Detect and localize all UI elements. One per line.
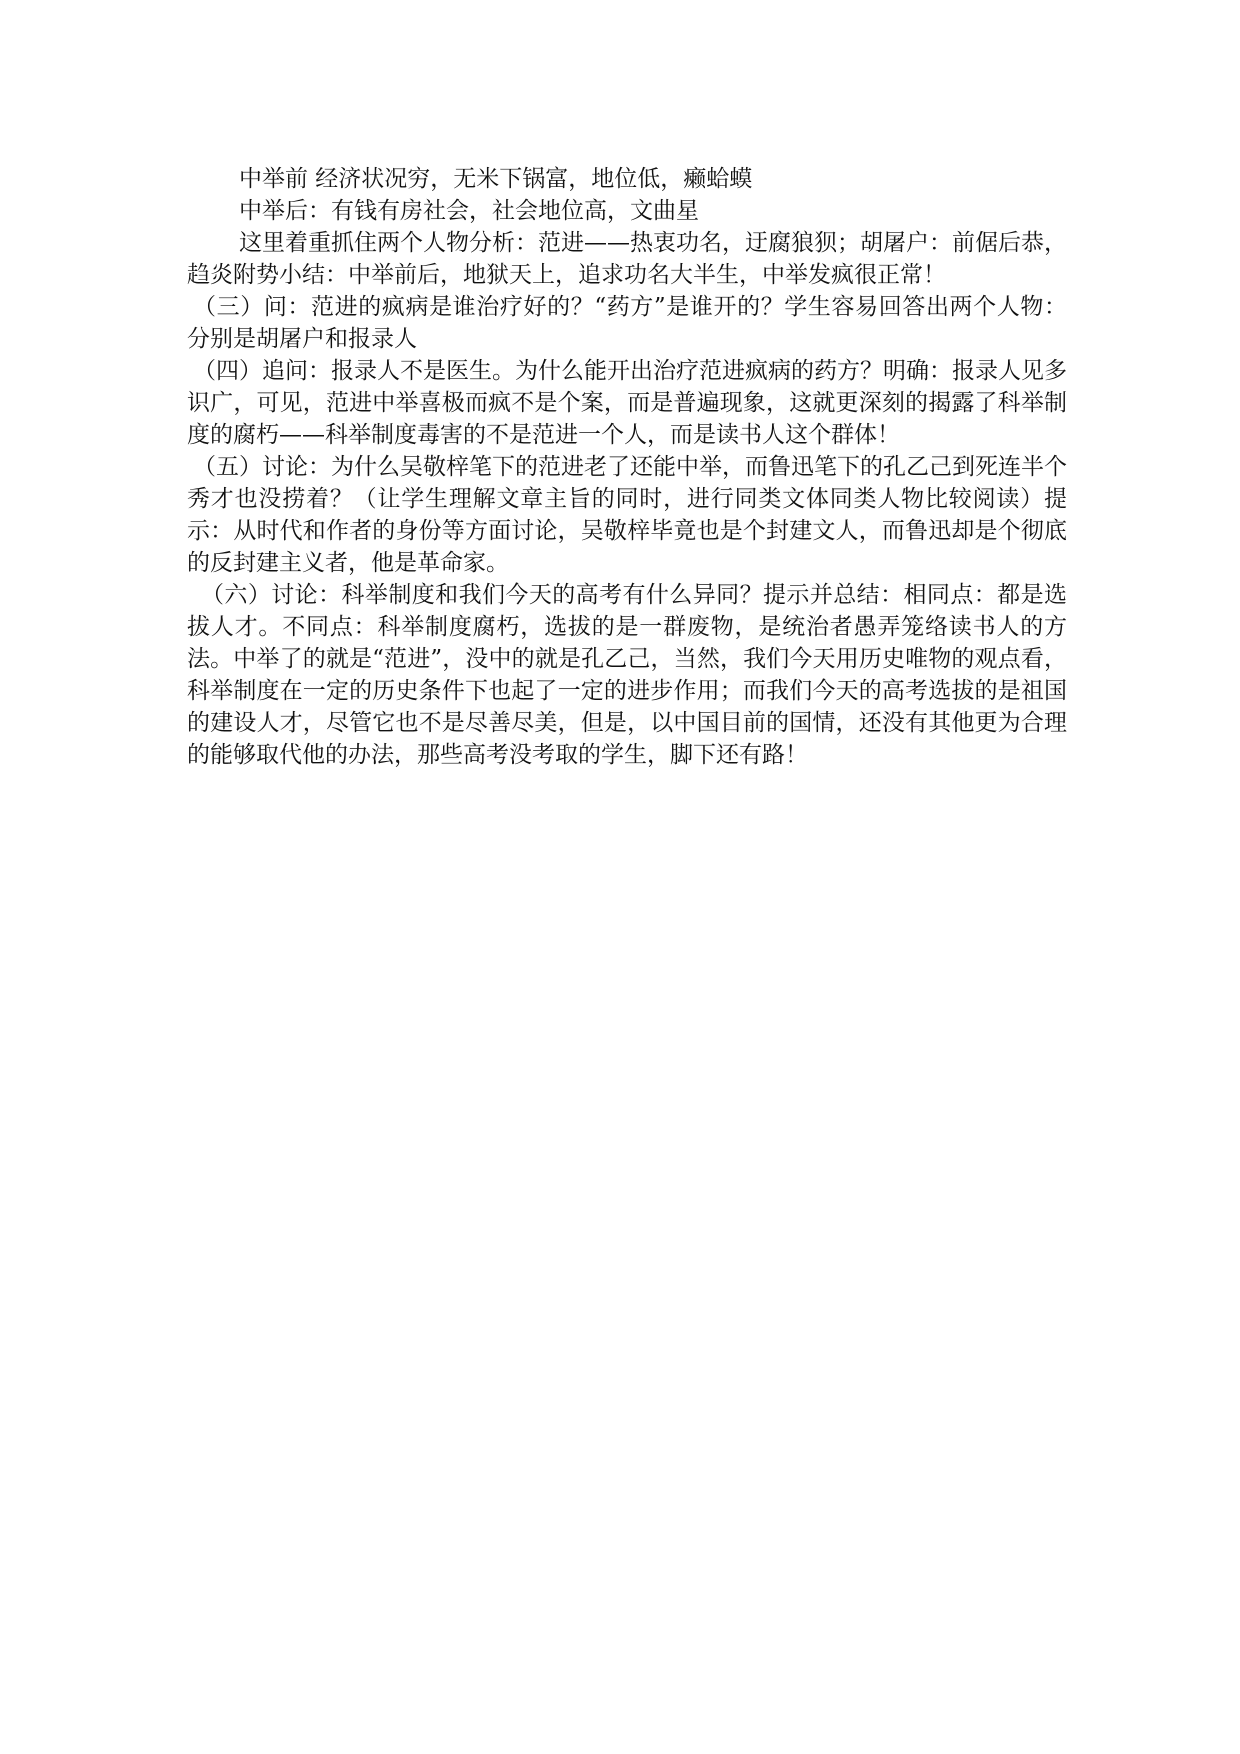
paragraph-question-four: （四）追问：报录人不是医生。为什么能开出治疗范进疯病的药方？明确：报录人见多识广，可见，范进中举喜极而疯不是个案，而是普遍现象，这就更深刻的揭露了科举制度的腐朽——科举制度毒害的不是范进一个人，而是读书人这个群体！ [187, 358, 1067, 448]
paragraph-before-exam: 中举前 经济状况穷，无米下锅富，地位低，癞蛤蟆 [239, 166, 753, 192]
paragraph-character-analysis: 这里着重抓住两个人物分析：范进——热衷功名，迂腐狼狈；胡屠户：前倨后恭，趋炎附势小结：中举前后，地狱天上，追求功名大半生，中举发疯很正常！ [187, 230, 1067, 288]
paragraph-discussion-six: （六）讨论：科举制度和我们今天的高考有什么异同？提示并总结：相同点：都是选拔人才。不同点：科举制度腐朽，选拔的是一群废物，是统治者愚弄笼络读书人的方法。中举了的就是“范进”，没中的就是孔乙己，当然，我们今天用历史唯物的观点看，科举制度在一定的历史条件下也起了一定的进步作用；而我们今天的高考选拔的是祖国的建设人才，尽管它也不是尽善尽美，但是，以中国目前的国情，还没有其他更为合理的能够取代他的办法，那些高考没考取的学生，脚下还有路！ [187, 582, 1067, 768]
document-body [187, 163, 1067, 771]
paragraph-discussion-five: （五）讨论：为什么吴敬梓笔下的范进老了还能中举，而鲁迅笔下的孔乙己到死连半个秀才也没捞着？（让学生理解文章主旨的同时，进行同类文体同类人物比较阅读）提示：从时代和作者的身份等方面讨论，吴敬梓毕竟也是个封建文人，而鲁迅却是个彻底的反封建主义者，他是革命家。 [187, 454, 1067, 576]
paragraph-question-three: （三）问：范进的疯病是谁治疗好的？“药方”是谁开的？学生容易回答出两个人物：分别是胡屠户和报录人 [187, 294, 1067, 352]
paragraph-after-exam: 中举后：有钱有房社会，社会地位高，文曲星 [239, 198, 699, 224]
